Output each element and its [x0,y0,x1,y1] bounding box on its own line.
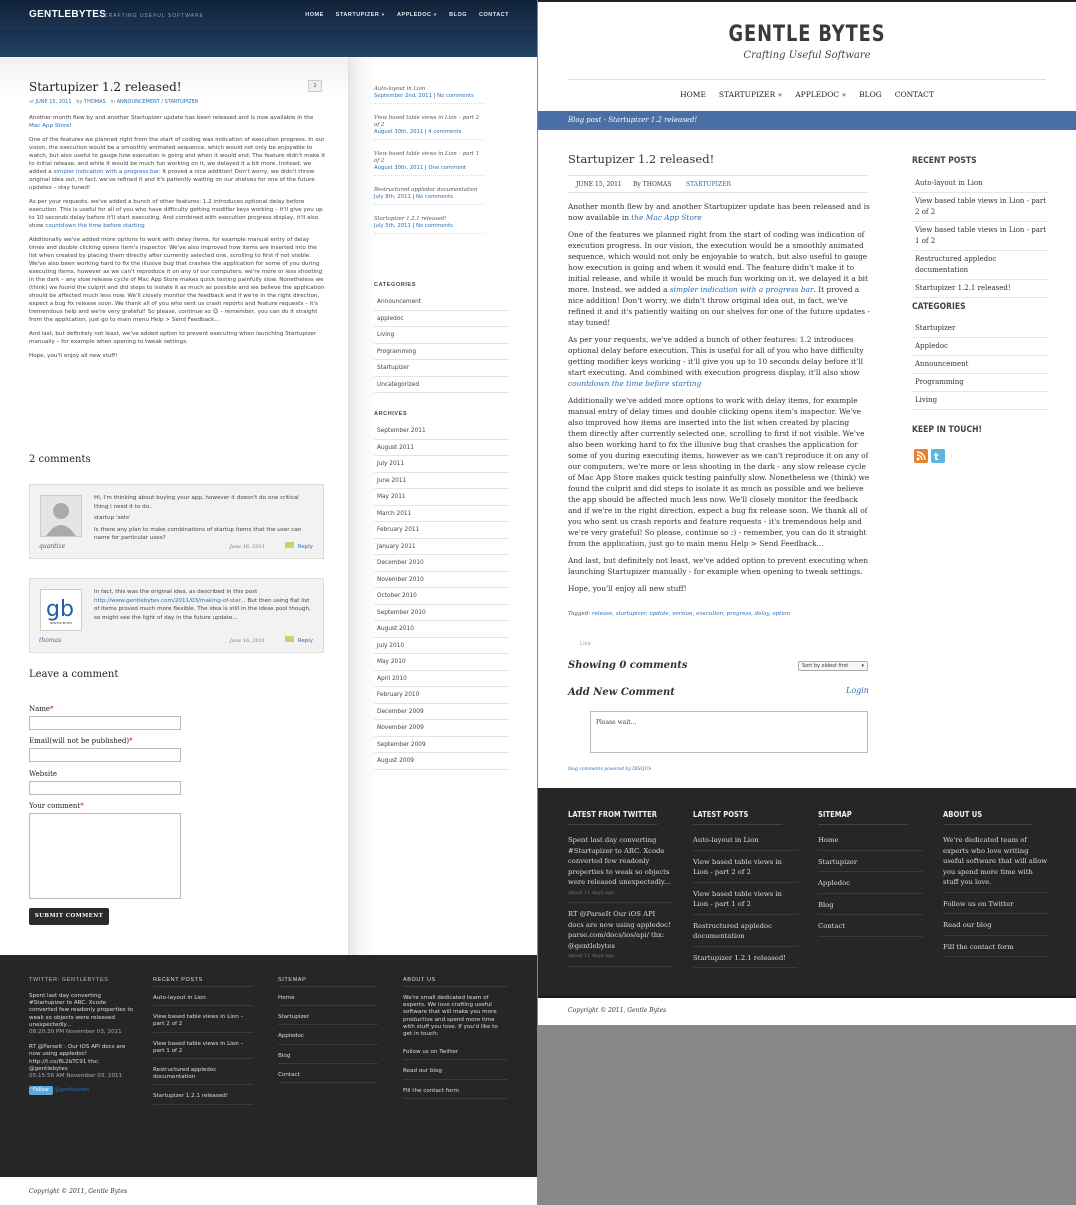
category-item[interactable]: Announcement [374,294,509,311]
nav-home[interactable]: HOME [305,12,324,18]
reply-icon [285,636,294,642]
sidebar-recent-posts: Auto-layout in Lion September 2nd, 2011 | No comments View based table views in Lion – part 2 of 2 August 30th, 2011 | 4 comments View based table views in Lion – part 1 of 2 August 30th, 2011 | One comment Restructured appledoc documentation July 8th, 2011 | No comments Startupizer 1.2.1 released! July 5th, 2011 | No comments [374,86,484,245]
nav-startupizer[interactable]: STARTUPIZER » [335,12,385,18]
footer-latest-posts: LATEST POSTS Auto-layout in Lion View based table views in Lion - part 2 of 2 View based table views in Lion - part 1 of 2 Restructured appledoc documentation Startupizer 1.2.1 released! [693,810,798,974]
archives-list [374,423,509,770]
left-sidebar [348,57,537,955]
countdown-link[interactable]: countdown the time before starting [568,379,702,388]
about-link[interactable]: Read our blog [403,1068,508,1079]
follow-button[interactable]: Follow [29,1086,53,1095]
tag-links[interactable]: release, startupizer, update, version, execution, progress, delay, option [591,611,791,617]
nav-home[interactable]: HOME [680,90,706,99]
archives-heading: ARCHIVES [374,411,408,417]
disqus-credit[interactable]: blog comments powered by DISQUS [568,767,652,772]
comment-label: Your comment* [29,802,84,810]
post-author[interactable]: By THOMAS [633,181,672,188]
recent-post-title[interactable]: Restructured appledoc documentation [374,187,478,193]
footer-sitemap: SITEMAP Home Startupizer Appledoc Blog Contact [278,977,378,1091]
nav-contact[interactable]: CONTACT [894,90,934,99]
recent-post-link[interactable]: Restructured appledoc documentation [912,251,1048,280]
footer-post-link[interactable]: View based table views in Lion – part 1 of 2 [153,1041,253,1059]
archive-item[interactable]: May 2010 [374,654,509,671]
about-link[interactable]: Read our blog [943,920,1048,936]
sitemap-link[interactable]: Appledoc [818,878,923,894]
progress-bar-link[interactable]: simpler indication with a progress bar [669,285,814,294]
post-title[interactable]: Startupizer 1.2 released! [29,80,182,94]
comment-2 [29,578,324,653]
sitemap-link[interactable]: Home [818,835,923,851]
nav-appledoc[interactable]: APPLEDOC » [795,90,847,99]
add-comment-heading: Add New Comment [568,687,675,698]
nav-contact[interactable]: CONTACT [479,12,509,18]
post-tags: Tagged: release, startupizer, update, version, execution, progress, delay, option [568,611,791,617]
svg-text:gb: gb [46,597,74,621]
name-field[interactable] [29,716,181,730]
recent-post-link[interactable]: Startupizer 1.2.1 released! [912,280,1048,298]
post-main [0,57,348,955]
archive-item[interactable]: September 2011 [374,423,509,440]
category-item[interactable]: Living [374,327,509,344]
avatar [40,495,82,537]
reply-icon [285,542,294,548]
category-link[interactable]: Programming [912,374,1048,392]
chevron-down-icon: ▾ [861,663,864,669]
about-link[interactable]: Fill the contact form [403,1088,508,1099]
avatar: gb GENTLE BYTES [40,589,82,631]
nav-blog[interactable]: BLOG [859,90,882,99]
footer-post-link[interactable]: View based table views in Lion - part 1 of 2 [693,889,798,915]
footer-post-link[interactable]: Auto-layout in Lion [153,995,253,1006]
website-field[interactable] [29,781,181,795]
email-label: Email(will not be published)* [29,737,133,745]
footer-post-link[interactable]: Restructured appledoc documentation [693,921,798,947]
sitemap-link[interactable]: Contact [278,1072,378,1083]
archive-item[interactable]: December 2010 [374,555,509,572]
post-body: Another month flew by and another Startupizer update has been released and is now available in the Mac App Store One of the features we planned right from the start of coding was indication of execution progress. In our vision, the execution would be a smoothly animated sequence, which would not only be enjoyable to watch, but also useful to gauge how execution is going and when it would end. The feature didn't make it to initial release, and while it would be much fun working on it, we delayed it a bit more. Instead, we added a simpler indication with a progress bar. It proved a nice addition! Don't worry, we didn't throw original idea out, in fact, we've refined it and it's patiently waiting on our shelves for one of the future updates - stay tuned! As per your requests, we've added a bunch of other features: 1.2 introduces optional delay before execution. This is useful for all of you who have difficulty getting modifier keys working - it'll give you up to 10 seconds delay before it'll start executing. And combined with execution progress display, it'll also show countdown the time before starting Additionally we've added more options to work with delay items, for example manual entry of delay times and double clicking opens item's inspector. We've also improved how items are inserted into the list when created by placing them directly after currently selected one, scrolling to first if not visible. We've also been working hard to fix the illusive bug that crashes the application for some of you during executing items, however as we can't reproduce it on any of our computers, we're more or less shooting in the dark - any slow release cycle of Mac App Store makes quick testing painfully slow. Nonetheless we (think) we found the culprit and did steps to isolate it as much as possible and we believe the app should be affected much less now. We'll closely monitor the feedback and if we're in the right direction, expect a bug fix release soon. We thank all of you who sent us crash reports and feature requests - it's tremendous help and we're very grateful! So please, continue so :) - remember, you can do it straight from the application, just go to main menu Help > Send Feedback... And last, but definitely not least, we've added option to prevent executing when launching Startupizer manually - for example when opening to tweak settings. Hope, you'll enjoy all new stuff! [568,202,870,593]
sitemap-link[interactable]: Startupizer [818,857,923,873]
comment-textarea[interactable]: Please wait... [590,711,868,753]
email-field[interactable] [29,748,181,762]
comment-author[interactable]: thomas [39,637,62,644]
archive-item[interactable]: November 2009 [374,720,509,737]
copyright: Copyright © 2011, Gentle Bytes [568,1007,667,1014]
category-item[interactable]: Programming [374,344,509,361]
mac-app-store-link[interactable]: the Mac App Store [631,213,702,222]
footer-post-link[interactable]: View based table views in Lion - part 2 of 2 [693,857,798,883]
sort-select[interactable]: Sort by oldest first ▾ [798,661,868,671]
main-nav [538,90,1076,99]
main-nav [305,12,509,18]
post-date: JUNE 15, 2011 [576,181,622,188]
archive-item[interactable]: February 2010 [374,687,509,704]
reply-link[interactable]: Reply [285,636,313,644]
footer-post-link[interactable]: Startupizer 1.2.1 released! [693,953,798,969]
footer-post-link[interactable]: Startupizer 1.2.1 released! [153,1093,253,1104]
site-tagline: Crafting Useful Software [743,50,871,61]
archive-item[interactable]: August 2011 [374,440,509,457]
category-link[interactable]: Appledoc [912,338,1048,356]
recent-post-title[interactable]: View based table views in Lion – part 2 of 2 [374,115,480,128]
site-logo[interactable]: GENTLE BYTES [728,22,886,47]
sitemap-link[interactable]: Blog [278,1053,378,1064]
sitemap-link[interactable]: Startupizer [278,1014,378,1025]
site-tagline: CRAFTING USEFUL SOFTWARE [104,13,205,19]
recent-post-title[interactable]: Auto-layout in Lion [374,86,426,92]
post-meta [568,175,868,193]
submit-comment-button[interactable]: SUBMIT COMMENT [29,908,109,925]
category-item[interactable]: Startupizer [374,360,509,377]
comment-text: Hi, I'm thinking about buying your app, however it doesn't do one critical thing i need it to do.. startup 'sets' Is there any plan to make combinations of startup items that the user can name for particular uses? [94,495,302,541]
name-label: Name* [29,705,54,713]
recent-posts-heading: RECENT POSTS [912,156,977,166]
categories-heading: CATEGORIES [374,282,416,288]
category-item[interactable]: Uncategorized [374,377,509,394]
post-categories[interactable]: ANNOUNCEMENT / STARTUPIZER [116,99,199,105]
twitter-icon[interactable] [931,449,945,463]
archive-item[interactable]: August 2010 [374,621,509,638]
archive-item[interactable]: November 2010 [374,572,509,589]
comments-heading: 2 comments [29,454,91,465]
like-button[interactable]: Like [580,641,591,647]
mac-app-store-link[interactable]: Mac App Store [29,123,70,129]
website-label: Website [29,770,58,778]
archive-item[interactable]: June 2011 [374,473,509,490]
category-link[interactable]: Living [912,392,1048,410]
category-link[interactable]: Startupizer [912,320,1048,338]
archive-item[interactable]: December 2009 [374,704,509,721]
footer-post-link[interactable]: Auto-layout in Lion [693,835,798,851]
copyright: Copyright © 2011, Gentle Bytes [29,1188,128,1195]
archive-item[interactable]: September 2009 [374,737,509,754]
about-link[interactable]: Follow us on Twitter [943,899,1048,915]
post-link[interactable]: http://www.gentlebytes.com/2011/03/making-of-star... [94,597,246,604]
comment-textarea[interactable] [29,813,181,899]
comments-count-heading: Showing 0 comments [568,660,688,671]
comment-date: June 16, 2011 [229,638,265,644]
footer-recent-posts: RECENT POSTS Auto-layout in Lion View based table views in Lion – part 2 of 2 View based table views in Lion – part 1 of 2 Restructured appledoc documentation Startupizer 1.2.1 released! [153,977,253,1113]
footer-sitemap: SITEMAP Home Startupizer Appledoc Blog Contact [818,810,923,943]
footer-post-link[interactable]: Restructured appledoc documentation [153,1067,253,1085]
comment-text: In fact, this was the original idea, as described in this post http://www.gentlebytes.com/2011/03/making-of-star... But then using flat list of items proved much more flexible. The idea is still in the ideas pool though, so might see the light of day in the future update... [94,589,311,621]
sitemap-link[interactable]: Appledoc [278,1033,378,1044]
categories-list [912,320,1048,410]
sitemap-link[interactable]: Home [278,995,378,1006]
recent-post-link[interactable]: Auto-layout in Lion [912,175,1048,193]
post-date[interactable]: JUNE 15, 2011 [35,99,72,105]
footer-about: ABOUT US We're small dedicated team of experts. We love crafting useful software that will make you more productive and spend more time with stuff you love. If you'd like to get in touch: Follow us on Twitter Read our blog Fill the contact form [403,977,508,1107]
empty-area [538,1025,1076,1205]
archive-item[interactable]: January 2011 [374,539,509,556]
post-category[interactable]: STARTUPIZER [686,181,732,188]
nav-blog[interactable]: BLOG [449,12,468,18]
category-link[interactable]: Announcement [912,356,1048,374]
archive-item[interactable]: February 2011 [374,522,509,539]
login-link[interactable]: Login [846,686,869,695]
nav-appledoc[interactable]: APPLEDOC » [396,12,438,18]
right-page [538,0,1076,1205]
countdown-link[interactable]: countdown the time before starting [45,223,145,229]
archive-item[interactable]: July 2010 [374,638,509,655]
left-footer [0,955,537,1177]
archive-item[interactable]: March 2011 [374,506,509,523]
archive-item[interactable]: September 2010 [374,605,509,622]
comment-1 [29,484,324,559]
post-author[interactable]: THOMAS [84,99,106,105]
archive-item[interactable]: May 2011 [374,489,509,506]
about-link[interactable]: Fill the contact form [943,942,1048,958]
recent-posts-list [912,175,1048,298]
footer-twitter: LATEST FROM TWITTER Spent last day converting #Startupizer to ARC. Xcode converted few readonly properties to weak so objects were released unexpectedly... about 11 days ago RT @ParseIt Our iOS API docs are now using appledoc! parse.com/docs/ios/api/ thx: @gentlebytes about 11 days ago [568,810,673,973]
recent-post-title[interactable]: Startupizer 1.2.1 released! [374,216,447,222]
recent-post-link[interactable]: View based table views in Lion - part 1 of 2 [912,222,1048,251]
sitemap-link[interactable]: Blog [818,900,923,916]
svg-text:t: t [934,452,939,463]
site-logo[interactable]: GENTLEBYTES [29,9,107,20]
rss-icon[interactable] [914,449,928,463]
gentlebytes-logo-icon [44,595,78,621]
archive-item[interactable]: August 2009 [374,753,509,770]
footer-post-link[interactable]: View based table views in Lion – part 2 of 2 [153,1014,253,1032]
footer-twitter: TWITTER: GENTLEBYTES Spent last day converting #Startupizer to ARC. Xcode converted few readonly properties to weak so objects were released unexpectedly... 08:20:30 PM November 03, 2011 RT @ParseIt : Our iOS API docs are now using appledoc! http://t.co/8L2bTC91 thx: @gentlebytes 05:15:56 AM November 03, 2011 Follow @gentlebytes [29,977,134,1095]
about-link[interactable]: Follow us on Twitter [403,1049,508,1060]
reply-link[interactable]: Reply [285,542,313,550]
comment-count-badge[interactable]: 2 [308,80,322,92]
recent-post-link[interactable]: View based table views in Lion - part 2 of 2 [912,193,1048,222]
post-title[interactable]: Startupizer 1.2 released! [568,152,715,166]
breadcrumb-bar: Blog post - Startupizer 1.2 released! [538,111,1076,130]
archive-item[interactable]: July 2011 [374,456,509,473]
left-header [0,0,537,57]
progress-bar-link[interactable]: simpler indication with a progress bar [53,169,159,175]
archive-item[interactable]: April 2010 [374,671,509,688]
left-page [0,0,537,1205]
leave-comment-heading: Leave a comment [29,669,119,680]
footer-about: ABOUT US We're dedicated team of experts who love writing useful software that will allow you spend more time with stuff you love. Follow us on Twitter Read our blog Fill the contact form [943,810,1048,963]
nav-startupizer[interactable]: STARTUPIZER » [718,90,783,99]
category-item[interactable]: appledoc [374,311,509,328]
categories-list [374,294,509,393]
comment-author: quantize [39,543,66,550]
post-meta: at JUNE 15, 2011 by THOMAS in ANNOUNCEMENT / STARTUPIZER [29,99,199,105]
comment-date: June 16, 2011 [229,544,265,550]
right-footer [538,788,1076,1025]
keep-in-touch-heading: KEEP IN TOUCH! [912,425,983,435]
recent-post-title[interactable]: View based table views in Lion – part 1 of 2 [374,151,480,164]
sitemap-link[interactable]: Contact [818,921,923,937]
categories-heading: CATEGORIES [912,302,966,312]
archive-item[interactable]: October 2010 [374,588,509,605]
post-body: Another month flew by and another Startupizer update has been released and is now available in the Mac App Store! One of the features we planned right from the start of coding was indication of execution progress. In our vision, the execution would be a smoothly animated sequence, which would not only be enjoyable to watch, but also useful to gauge how execution is going and when it would end. The feature didn't make it to initial release, and while it would be much fun working on it, we delayed it a bit more. Instead, we added a simpler indication with a progress bar. It proved a nice addition! Don't worry, we didn't throw original idea out, in fact, we've refined it and it's patiently waiting on our shelves for one of the future updates – stay tuned! As per your requests, we've added a bunch of other features: 1.2 introduces optional delay before execution. This is useful for all of you who have difficulty getting modifier keys working – it'll give you up to 10 seconds delay before it'll start executing. And combined with execution progress display, it'll also show countdown the time before starting Additionally we've added more options to work with delay items, for example manual entry of delay times and double clicking opens item's inspector. We've also improved how items are inserted into the list when created by placing them directly after currently selected one, scrolling to first if not visible. We've also been working hard to fix the illusive bug that crashes the application for some of you during executing items, however as we can't reproduce it on any of our computers, we're more or less shooting in the dark – any slow release cycle of Mac App Store makes quick testing painfully slow. Nonetheless we (think) we found the culprit and did steps to isolate it as much as possible and we believe the application should be affected much less now. We'll closely monitor the feedback and if we're in the right direction, expect a bug fix release soon. We thank all of you who sent us crash reports and feature requests – it's tremendous help and we're very grateful! So please, continue so 😊 – remember, you can do it straight from the application, just go to main menu Help > Send Feedback… And last, but definitely not least, we've added option to prevent executing when launching Startupizer manually – for example when opening to tweak settings. Hope, you'll enjoy all new stuff! [29,115,325,359]
